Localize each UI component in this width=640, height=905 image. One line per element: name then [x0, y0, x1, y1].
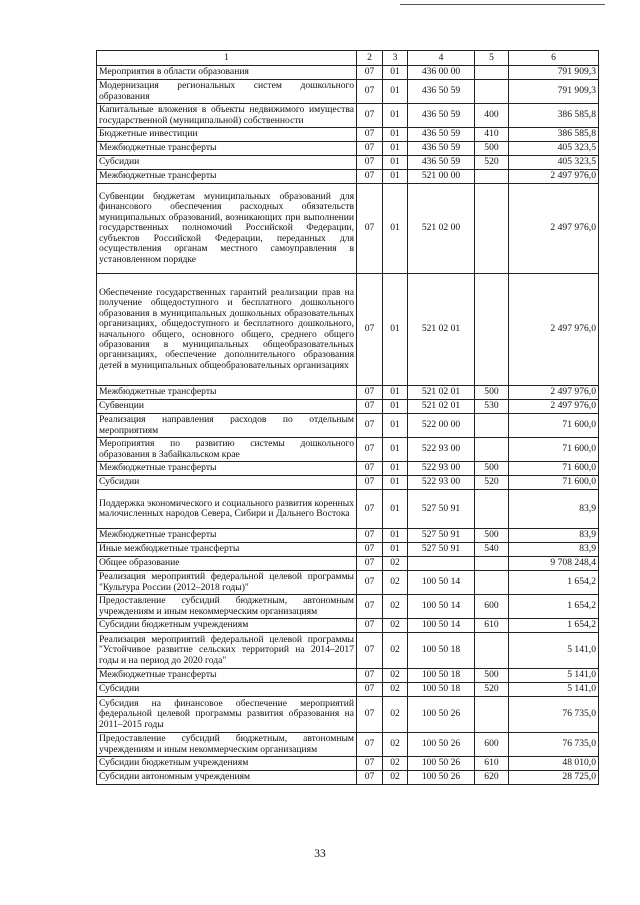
subsection-code-cell: 01	[383, 543, 408, 557]
amount-cell: 405 323,5	[509, 156, 599, 170]
expense-type-cell	[475, 697, 509, 733]
expense-type-cell: 620	[475, 771, 509, 785]
table-row	[97, 184, 599, 274]
amount-cell: 9 708 248,4	[509, 557, 599, 571]
expense-type-cell	[475, 184, 509, 274]
subsection-code-cell: 01	[383, 400, 408, 414]
target-article-cell: 100 50 26	[408, 733, 475, 757]
section-code-cell: 07	[357, 400, 383, 414]
table-row	[97, 697, 599, 733]
expense-type-cell: 410	[475, 128, 509, 142]
expense-type-cell	[475, 557, 509, 571]
subsection-code-cell: 01	[383, 156, 408, 170]
expense-type-cell	[475, 414, 509, 438]
table-row	[97, 66, 599, 80]
expense-type-cell	[475, 80, 509, 104]
subsection-code-cell: 02	[383, 595, 408, 619]
expense-type-cell: 610	[475, 619, 509, 633]
subsection-code-cell: 02	[383, 633, 408, 669]
name-cell: Модернизация региональных систем дошкольного образования	[97, 80, 357, 104]
section-code-cell: 07	[357, 170, 383, 184]
table-row	[97, 529, 599, 543]
expense-type-cell: 500	[475, 386, 509, 400]
amount-cell: 83,9	[509, 490, 599, 529]
name-cell: Межбюджетные трансферты	[97, 386, 357, 400]
amount-cell: 83,9	[509, 543, 599, 557]
name-cell: Субсидии	[97, 156, 357, 170]
subsection-code-cell: 02	[383, 669, 408, 683]
amount-cell: 5 141,0	[509, 683, 599, 697]
name-cell: Субвенции	[97, 400, 357, 414]
amount-cell: 2 497 976,0	[509, 386, 599, 400]
table-row	[97, 490, 599, 529]
name-cell: Реализация мероприятий федеральной целевой программы "Культура России (2012–2018 годы)"	[97, 571, 357, 595]
expense-type-cell: 520	[475, 683, 509, 697]
subsection-code-cell: 01	[383, 184, 408, 274]
subsection-code-cell: 02	[383, 683, 408, 697]
table-row	[97, 733, 599, 757]
amount-cell: 2 497 976,0	[509, 184, 599, 274]
name-cell: Реализация направления расходов по отдельным мероприятиям	[97, 414, 357, 438]
expense-type-cell: 600	[475, 733, 509, 757]
target-article-cell: 522 00 00	[408, 414, 475, 438]
subsection-code-cell: 02	[383, 771, 408, 785]
target-article-cell: 521 02 01	[408, 274, 475, 386]
name-cell: Бюджетные инвестиции	[97, 128, 357, 142]
table-row	[97, 557, 599, 571]
table-row	[97, 274, 599, 386]
amount-cell: 48 010,0	[509, 757, 599, 771]
section-code-cell: 07	[357, 543, 383, 557]
table-row	[97, 156, 599, 170]
target-article-cell: 527 50 91	[408, 490, 475, 529]
expense-type-cell	[475, 490, 509, 529]
subsection-code-cell: 01	[383, 104, 408, 128]
subsection-code-cell: 02	[383, 619, 408, 633]
amount-cell: 83,9	[509, 529, 599, 543]
table-row	[97, 683, 599, 697]
name-cell: Межбюджетные трансферты	[97, 142, 357, 156]
name-cell: Капитальные вложения в объекты недвижимого имущества государственной (муниципальной) собственности	[97, 104, 357, 128]
column-header: 4	[408, 51, 475, 66]
expense-type-cell	[475, 170, 509, 184]
target-article-cell: 436 50 59	[408, 128, 475, 142]
section-code-cell: 07	[357, 476, 383, 490]
section-code-cell: 07	[357, 128, 383, 142]
table-row	[97, 400, 599, 414]
section-code-cell: 07	[357, 669, 383, 683]
expense-type-cell: 400	[475, 104, 509, 128]
name-cell: Мероприятия по развитию системы дошкольного образования в Забайкальском крае	[97, 438, 357, 462]
section-code-cell: 07	[357, 733, 383, 757]
name-cell: Субсидии	[97, 476, 357, 490]
target-article-cell: 527 50 91	[408, 543, 475, 557]
subsection-code-cell: 02	[383, 757, 408, 771]
name-cell: Межбюджетные трансферты	[97, 529, 357, 543]
section-code-cell: 07	[357, 683, 383, 697]
name-cell: Поддержка экономического и социального развития коренных малочисленных народов Севера, Сибири и Дальнего Востока	[97, 490, 357, 529]
name-cell: Субсидия на финансовое обеспечение мероприятий федеральной целевой программы развития образования на 2011–2015 годы	[97, 697, 357, 733]
target-article-cell: 522 93 00	[408, 438, 475, 462]
subsection-code-cell: 02	[383, 697, 408, 733]
table-row	[97, 414, 599, 438]
amount-cell: 76 735,0	[509, 697, 599, 733]
column-header: 1	[97, 51, 357, 66]
target-article-cell: 100 50 26	[408, 757, 475, 771]
expense-type-cell: 600	[475, 595, 509, 619]
amount-cell: 791 909,3	[509, 80, 599, 104]
name-cell: Реализация мероприятий федеральной целевой программы "Устойчивое развитие сельских территорий на 2014–2017 годы и на период до 2020 года"	[97, 633, 357, 669]
name-cell: Межбюджетные трансферты	[97, 669, 357, 683]
section-code-cell: 07	[357, 571, 383, 595]
subsection-code-cell: 02	[383, 557, 408, 571]
amount-cell: 71 600,0	[509, 462, 599, 476]
name-cell: Общее образование	[97, 557, 357, 571]
amount-cell: 1 654,2	[509, 571, 599, 595]
target-article-cell: 521 00 00	[408, 170, 475, 184]
column-header: 3	[383, 51, 408, 66]
subsection-code-cell: 01	[383, 529, 408, 543]
expense-type-cell	[475, 571, 509, 595]
subsection-code-cell: 01	[383, 386, 408, 400]
name-cell: Обеспечение государственных гарантий реализации прав на получение общедоступного и бесплатного дошкольного образования в муниципальных дошкольных образовательных организациях, общедоступного и бесплатного дошкольного, начального общего, основного общего, среднего общего образования в муниципальных общеобразовательных организациях, обеспечение дополнительного образования детей в муниципальных общеобразовательных организациях	[97, 274, 357, 386]
amount-cell: 76 735,0	[509, 733, 599, 757]
subsection-code-cell: 01	[383, 274, 408, 386]
section-code-cell: 07	[357, 80, 383, 104]
table-row	[97, 476, 599, 490]
section-code-cell: 07	[357, 697, 383, 733]
name-cell: Межбюджетные трансферты	[97, 462, 357, 476]
table-row	[97, 543, 599, 557]
expense-type-cell	[475, 633, 509, 669]
target-article-cell: 436 50 59	[408, 142, 475, 156]
section-code-cell: 07	[357, 438, 383, 462]
table-row	[97, 142, 599, 156]
expense-type-cell: 540	[475, 543, 509, 557]
expense-type-cell	[475, 438, 509, 462]
table-row	[97, 170, 599, 184]
amount-cell: 2 497 976,0	[509, 274, 599, 386]
expense-type-cell: 530	[475, 400, 509, 414]
expense-type-cell: 520	[475, 156, 509, 170]
name-cell: Предоставление субсидий бюджетным, автономным учреждениям и иным некоммерческим организациям	[97, 595, 357, 619]
target-article-cell: 436 50 59	[408, 156, 475, 170]
amount-cell: 71 600,0	[509, 438, 599, 462]
section-code-cell: 07	[357, 595, 383, 619]
name-cell: Субсидии автономным учреждениям	[97, 771, 357, 785]
name-cell: Субвенции бюджетам муниципальных образований для финансового обеспечения расходных обязательств муниципальных образований, возникающих при выполнении государственных полномочий Российской Федерации, субъектов Российской Федерации, переданных для осуществления органам местного самоуправления в установленном порядке	[97, 184, 357, 274]
section-code-cell: 07	[357, 142, 383, 156]
amount-cell: 1 654,2	[509, 595, 599, 619]
amount-cell: 405 323,5	[509, 142, 599, 156]
top-rule	[400, 4, 605, 5]
table-row	[97, 386, 599, 400]
expense-type-cell	[475, 274, 509, 386]
amount-cell: 71 600,0	[509, 414, 599, 438]
target-article-cell: 100 50 18	[408, 683, 475, 697]
subsection-code-cell: 01	[383, 476, 408, 490]
table-row	[97, 669, 599, 683]
section-code-cell: 07	[357, 156, 383, 170]
expense-type-cell: 500	[475, 462, 509, 476]
name-cell: Предоставление субсидий бюджетным, автономным учреждениям и иным некоммерческим организациям	[97, 733, 357, 757]
amount-cell: 386 585,8	[509, 128, 599, 142]
section-code-cell: 07	[357, 757, 383, 771]
table-row	[97, 771, 599, 785]
subsection-code-cell: 01	[383, 462, 408, 476]
target-article-cell: 436 00 00	[408, 66, 475, 80]
subsection-code-cell: 01	[383, 128, 408, 142]
section-code-cell: 07	[357, 633, 383, 669]
table-row	[97, 128, 599, 142]
amount-cell: 5 141,0	[509, 669, 599, 683]
subsection-code-cell: 01	[383, 80, 408, 104]
target-article-cell: 100 50 14	[408, 619, 475, 633]
target-article-cell: 100 50 26	[408, 697, 475, 733]
expense-type-cell: 500	[475, 529, 509, 543]
expense-type-cell: 500	[475, 142, 509, 156]
target-article-cell: 100 50 18	[408, 669, 475, 683]
amount-cell: 2 497 976,0	[509, 400, 599, 414]
column-header: 5	[475, 51, 509, 66]
column-header: 2	[357, 51, 383, 66]
target-article-cell: 100 50 14	[408, 595, 475, 619]
table-row	[97, 80, 599, 104]
name-cell: Субсидии	[97, 683, 357, 697]
section-code-cell: 07	[357, 490, 383, 529]
subsection-code-cell: 01	[383, 66, 408, 80]
amount-cell: 28 725,0	[509, 771, 599, 785]
name-cell: Мероприятия в области образования	[97, 66, 357, 80]
amount-cell: 2 497 976,0	[509, 170, 599, 184]
column-header: 6	[509, 51, 599, 66]
name-cell: Субсидии бюджетным учреждениям	[97, 619, 357, 633]
target-article-cell: 100 50 26	[408, 771, 475, 785]
amount-cell: 5 141,0	[509, 633, 599, 669]
name-cell: Субсидии бюджетным учреждениям	[97, 757, 357, 771]
target-article-cell: 527 50 91	[408, 529, 475, 543]
section-code-cell: 07	[357, 414, 383, 438]
name-cell: Иные межбюджетные трансферты	[97, 543, 357, 557]
target-article-cell: 436 50 59	[408, 80, 475, 104]
amount-cell: 1 654,2	[509, 619, 599, 633]
target-article-cell: 521 02 00	[408, 184, 475, 274]
table-row	[97, 462, 599, 476]
target-article-cell: 522 93 00	[408, 476, 475, 490]
section-code-cell: 07	[357, 529, 383, 543]
subsection-code-cell: 01	[383, 170, 408, 184]
amount-cell: 791 909,3	[509, 66, 599, 80]
target-article-cell: 100 50 14	[408, 571, 475, 595]
subsection-code-cell: 02	[383, 571, 408, 595]
section-code-cell: 07	[357, 557, 383, 571]
section-code-cell: 07	[357, 771, 383, 785]
subsection-code-cell: 02	[383, 733, 408, 757]
table-row	[97, 619, 599, 633]
expense-type-cell	[475, 66, 509, 80]
subsection-code-cell: 01	[383, 142, 408, 156]
subsection-code-cell: 01	[383, 414, 408, 438]
table-row	[97, 633, 599, 669]
budget-table	[96, 50, 599, 785]
table-row	[97, 438, 599, 462]
section-code-cell: 07	[357, 184, 383, 274]
amount-cell: 386 585,8	[509, 104, 599, 128]
section-code-cell: 07	[357, 386, 383, 400]
table-header-row	[97, 51, 599, 66]
amount-cell: 71 600,0	[509, 476, 599, 490]
page-number: 33	[314, 848, 326, 860]
section-code-cell: 07	[357, 104, 383, 128]
expense-type-cell: 520	[475, 476, 509, 490]
target-article-cell: 521 02 01	[408, 386, 475, 400]
section-code-cell: 07	[357, 619, 383, 633]
table-row	[97, 757, 599, 771]
target-article-cell: 521 02 01	[408, 400, 475, 414]
target-article-cell	[408, 557, 475, 571]
subsection-code-cell: 01	[383, 490, 408, 529]
section-code-cell: 07	[357, 274, 383, 386]
target-article-cell: 100 50 18	[408, 633, 475, 669]
target-article-cell: 522 93 00	[408, 462, 475, 476]
table-row	[97, 104, 599, 128]
table-row	[97, 571, 599, 595]
expense-type-cell: 610	[475, 757, 509, 771]
subsection-code-cell: 01	[383, 438, 408, 462]
name-cell: Межбюджетные трансферты	[97, 170, 357, 184]
expense-type-cell: 500	[475, 669, 509, 683]
section-code-cell: 07	[357, 462, 383, 476]
section-code-cell: 07	[357, 66, 383, 80]
table-row	[97, 595, 599, 619]
target-article-cell: 436 50 59	[408, 104, 475, 128]
